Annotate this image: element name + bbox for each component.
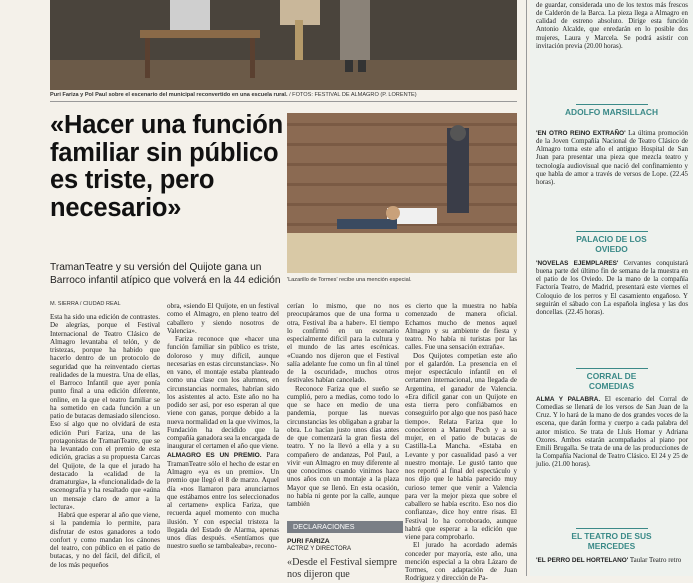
col3b-text: Reconoce Fariza que el sueño se cumplió, pero a medias, como todo lo que se hace en medio de una pandemia, porque las nuevas circunstancias les obligaban a grabar la obra. Lo hacían justo unos días antes de que comenzará la gran fiesta del teatro. Y no la llevó a ella y a su compañero de andanzas, Pol Paul, a vivir «un Almagro en muy diferente al que conocimos cuando vinimos hace unos años con un montaje a la plaza Mayor que se llenó. En esta ocasión, no había ni gente por la calle, aunque también — [287, 384, 399, 508]
col4-text: es cierto que la muestra no había comenzado de manera oficial. Echamos mucho de menos aquel Almagro y su ambiente de fiesta y teatro. No había ni turistas por las calles. Fue una sensación extraña». — [405, 302, 517, 352]
palacio-lead: 'NOVELAS EJEMPLARES' — [536, 260, 619, 267]
corral-text: El escenario del Corral de Comedias se llenará de los versos de San Juan de la Cruz. Y lo hará de la mano de dos grandes voces de la escena, que darán forma y cuerpo a cada palabra del autor místico. Se trata de Lluís Homar y Adriana Ozores. Ambos estarán acompañados al piano por Emili Brugalla. Se trata de una de las producciones de la Compañía Nacional de Teatro Clásico. El 24 y 25 de julio. (21.00 horas). — [536, 396, 688, 469]
column-3 — [287, 302, 399, 508]
sidebar-intro-text: de guardar, considerada uno de los textos más frescos de Calderón de la Barca. La pieza llega a Almagro en calidad de estreno absoluto. Dirige esta función Antonio Alcalde, que enredarán en lo posible dos mujeres, Laura y Marcela. Se podrá asistir con invitación previa (20.00 horas). — [536, 2, 688, 50]
palacio-title: PALACIO DE LOS OVIEDO — [576, 234, 647, 254]
column-4 — [405, 302, 517, 583]
adolfo-title: ADOLFO MARSILLACH — [564, 107, 659, 117]
sidebar-divider — [526, 0, 527, 576]
declaraciones-role: ACTRIZ Y DIRECTORA — [287, 546, 352, 552]
col1b-text: Habrá que esperar al año que viene, si la pandemia lo permite, para disfrutar de estos ganadores a todo confort y como mandan los cánones del teatro, con público en el patio de butacas, y no del fácil, del difícil, el de los más pequeños — [50, 511, 160, 569]
column-1 — [50, 313, 160, 569]
col1-text: Esta ha sido una edición de contrastes. De alegrías, porque el Festival Internacional de Teatro Clásico de Almagro levantaba el telón, y de tristezas, porque ha habido que hacerlo dentro de un protocolo de seguridad que ha reinventado ciertas realidades de la muestra. Una de ellas, el Barroco Infantil que ayer ponía punto final a una edición diferente, online, en la que el teatro familiar se ha sometido en cada función a un patio de butacas demasiado silencioso. Eso sí algo que no olvidará de esta edición Puri Fariza, una de las protagonistas de TramanTeatre, que se ha levantado con el premio de esta edición, gracias a su propuesta Carcas del Quijote, de la que el jurado ha destacado la «calidad de la dramaturgia», la «funcionalidad» de la escenografía y ha resaltado que «aúna un mensaje claro de amor a la lectura». — [50, 313, 160, 511]
adolfo-lead: 'EN OTRO REINO EXTRAÑO' — [536, 130, 626, 137]
mercedes-block — [536, 557, 688, 565]
sidebar-rule-4 — [576, 528, 648, 529]
top-photo-caption-text: Puri Fariza y Pol Paul sobre el escenario del municipal reconvertido en una escuela rural. — [50, 92, 288, 98]
top-divider — [50, 101, 517, 102]
corral-lead: ALMA Y PALABRA. — [536, 396, 601, 403]
mercedes-text: Taular Teatro retro — [628, 557, 682, 564]
corral-title: CORRAL DE COMEDIAS — [586, 371, 637, 391]
mercedes-lead: 'EL PERRO DEL HORTELANO' — [536, 557, 629, 564]
declaraciones-label: DECLARACIONES — [287, 521, 403, 533]
col2b-text: Fariza reconoce que «hacer una función familiar sin público es triste, doloroso y muy difícil, aunque necesarias en estas circunstancias». No en vano, el montaje estaba planteado como una clase con los alumnos, en circunstancias normales, habrían sido los asistentes al acto. Este año no ha podido ser así, por eso esperan al que viene con ganas, porque debido a la nueva normalidad en la que vivimos, la Fundación ha decidido que la compañía ganadora sea la encargada de inaugurar el certamen el año que viene. — [167, 335, 279, 451]
col2c-lead: ALMAGRO ES UN PREMIO. — [167, 451, 262, 459]
declaraciones-quote: «Desde el Festival siempre nos dijeron que — [287, 557, 398, 580]
lazarillo-caption: 'Lazarillo de Tormes' recibe una mención especial. — [287, 277, 412, 283]
col2a-text: obra, «siendo El Quijote, en un festival como el Almagro, en pleno teatro del caballero y siendo nosotros de Valencia». — [167, 302, 279, 335]
top-photo — [50, 0, 517, 90]
adolfo-text: La última promoción de la Joven Compañía Nacional de Teatro Clásico de Almagro toma este año el antiguo Hospital de San Juan para presentar una pieza que mezcla teatro y tecnología audiovisual que nació del confinamiento y que habla de amor a través de versos de Lope. (22.45 horas). — [536, 130, 688, 186]
sidebar-rule-2 — [576, 231, 648, 232]
subhead: TramanTeatre y su versión del Quijote gana un Barroco infantil atípico que volverá en la 44 edición — [50, 262, 281, 286]
declaraciones-name: PURI FARIZA — [287, 538, 330, 545]
column-2 — [167, 302, 279, 551]
adolfo-block — [536, 130, 688, 187]
byline: M. SIERRA / CIUDAD REAL — [50, 301, 121, 307]
headline: «Hacer una función familiar sin público es triste, pero necesario» — [50, 111, 284, 222]
sidebar-rule-3 — [576, 368, 648, 369]
corral-block — [536, 396, 688, 469]
top-photo-credit: / FOTOS: FESTIVAL DE ALMAGRO (P. LORENTE) — [289, 92, 417, 98]
sidebar-rule-1 — [576, 104, 648, 105]
top-photo-caption — [50, 92, 417, 99]
col4c-text: El jurado ha acordado además conceder por mayoría, este año, una mención especial a la obra Lázaro de Tormes, con adaptación de Juan Rodríguez y dirección de Pa- — [405, 541, 517, 583]
col2c-text: Para TramanTeatre sólo el hecho de estar en Almagro «ya es un premio». Un premio que llegó el 8 de marzo. Aquel día «nos llamaron para anunciarnos que estábamos entre los seleccionados al certamen» explica Fariza, que recuerda aquel momento con mucha ilusión. Y con especial tristeza la llegada del Estado de Alarma, apenas unos días después. «Sentíamos que nuestro sueño se tambaleaba», recono- — [167, 450, 279, 551]
palacio-text: Cervantes conquistará buena parte del último fin de semana de la muestra en el patio de los Oviedo. De la mano de la compañía Factoría Teatro, de Madrid, presentará este viernes el Coloquio de los perros y El casamiento engañoso. Y seguirán el sábado con La española inglesa y las dos doncellas. (22.45 horas). — [536, 260, 688, 316]
col4b-text: Dos Quijotes competían este año por el galardón. La presencia en el mejor espectáculo infantil en el certamen internacional, una llegada de Argentina, el ganador de Valencia. «Era difícil ganar con un Quijote en esta tierra pero confiábamos en conseguirlo por algo que nos pasó hace tiempo». Relata Fariza que lo conocieron a Manuel Poch y a su mujer, en el patio de butacas de Castilla-La Mancha. «Estaba en Levante y por casualidad pasó a ver nuestro montaje. Le gustó tanto que nos reportó al final del espectáculo y nos dijo que le había parecido muy curioso temer que venir a Valencia para ver la mejor pieza que sobre el caballero se había escrito. Eso nos dio confianza», dice hoy entre risas. El Festival lo ha corroborado, aunque habrá que esperar a la edición que viene para comprobarlo. — [405, 351, 517, 541]
sidebar-intro — [536, 2, 688, 51]
lazarillo-photo — [287, 113, 517, 273]
col3-text: cerían lo mismo, que no nos preocupáramos que de una forma u otra, Festival iba a haber». El tiempo lo confirmó en un escenario especialmente difícil para la cultura y el mundo de las artes escénicas. «Cuando nos dijeron que el Festival salía adelante fue como un fin al túnel de la oscuridad», muchos otros festivales habían cancelado. — [287, 302, 399, 385]
palacio-block — [536, 260, 688, 317]
mercedes-title: EL TEATRO DE SUS MERCEDES — [571, 531, 652, 551]
